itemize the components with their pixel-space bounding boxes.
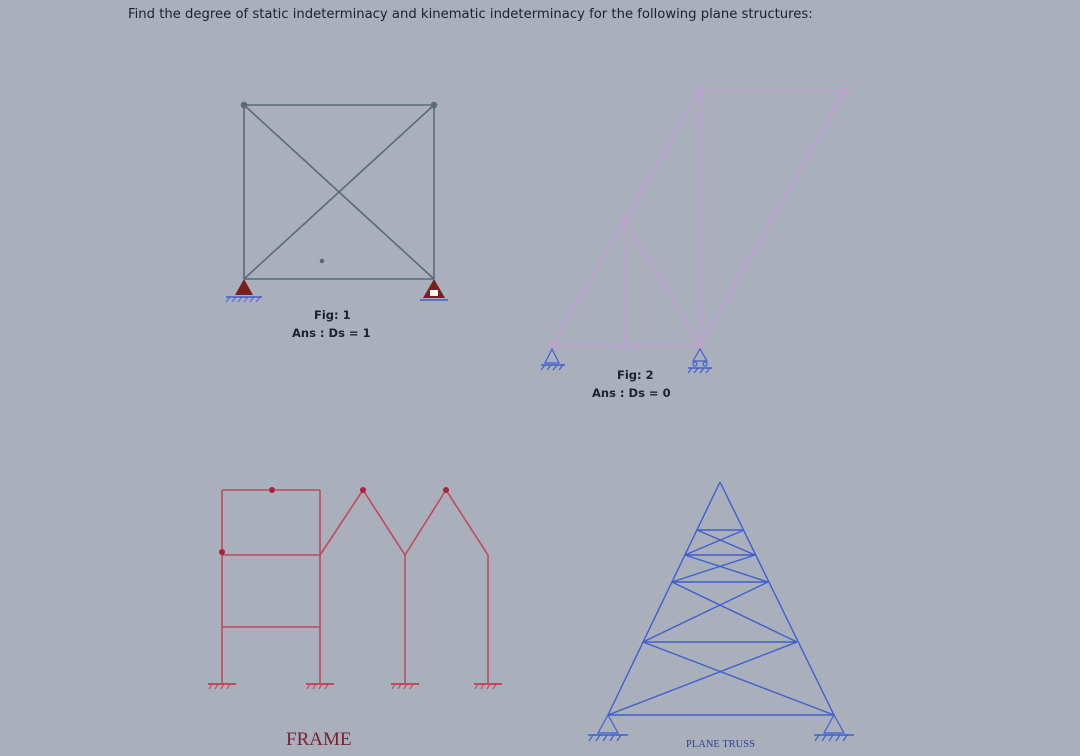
frame-fixed-supports (208, 684, 502, 689)
fig1-joint (242, 103, 247, 108)
fig2-left-support (541, 349, 565, 370)
truss-left-leg (608, 482, 720, 715)
frame-caption: FRAME (286, 729, 352, 750)
fig2-answer: Ans : Ds = 0 (592, 386, 671, 400)
fig2-right-support (688, 349, 712, 373)
fig2-joint (622, 343, 628, 349)
fig1-caption: Fig: 1 (314, 308, 351, 322)
fig1-joint (432, 103, 437, 108)
fig2-truss (549, 88, 848, 349)
plane-truss (608, 482, 834, 715)
fig1-marker-dot (321, 260, 324, 263)
fig1-left-support (226, 279, 262, 302)
fig2-joint (697, 88, 703, 94)
frame-structure (222, 490, 488, 683)
fig2-joint (622, 217, 628, 223)
fig1-truss (242, 103, 437, 280)
frame-gable-1-right (363, 490, 405, 555)
fig1-answer: Ans : Ds = 1 (292, 326, 371, 340)
truss-caption: PLANE TRUSS (686, 739, 755, 750)
frame-hinges (219, 487, 449, 555)
truss-supports (588, 715, 854, 741)
truss-right-leg (720, 482, 834, 715)
frame-gable-2-right (446, 490, 488, 555)
fig1-right-support (420, 279, 448, 300)
fig2-inner-diagonal (625, 220, 700, 346)
frame-gable-2-left (405, 490, 446, 555)
fig2-joint (842, 88, 848, 94)
problem-statement: Find the degree of static indeterminacy and kinematic indeterminacy for the following plane structures: (128, 7, 813, 22)
fig2-caption: Fig: 2 (617, 368, 654, 382)
fig2-outer-diagonal (700, 91, 845, 346)
frame-gable-1-left (320, 490, 363, 555)
